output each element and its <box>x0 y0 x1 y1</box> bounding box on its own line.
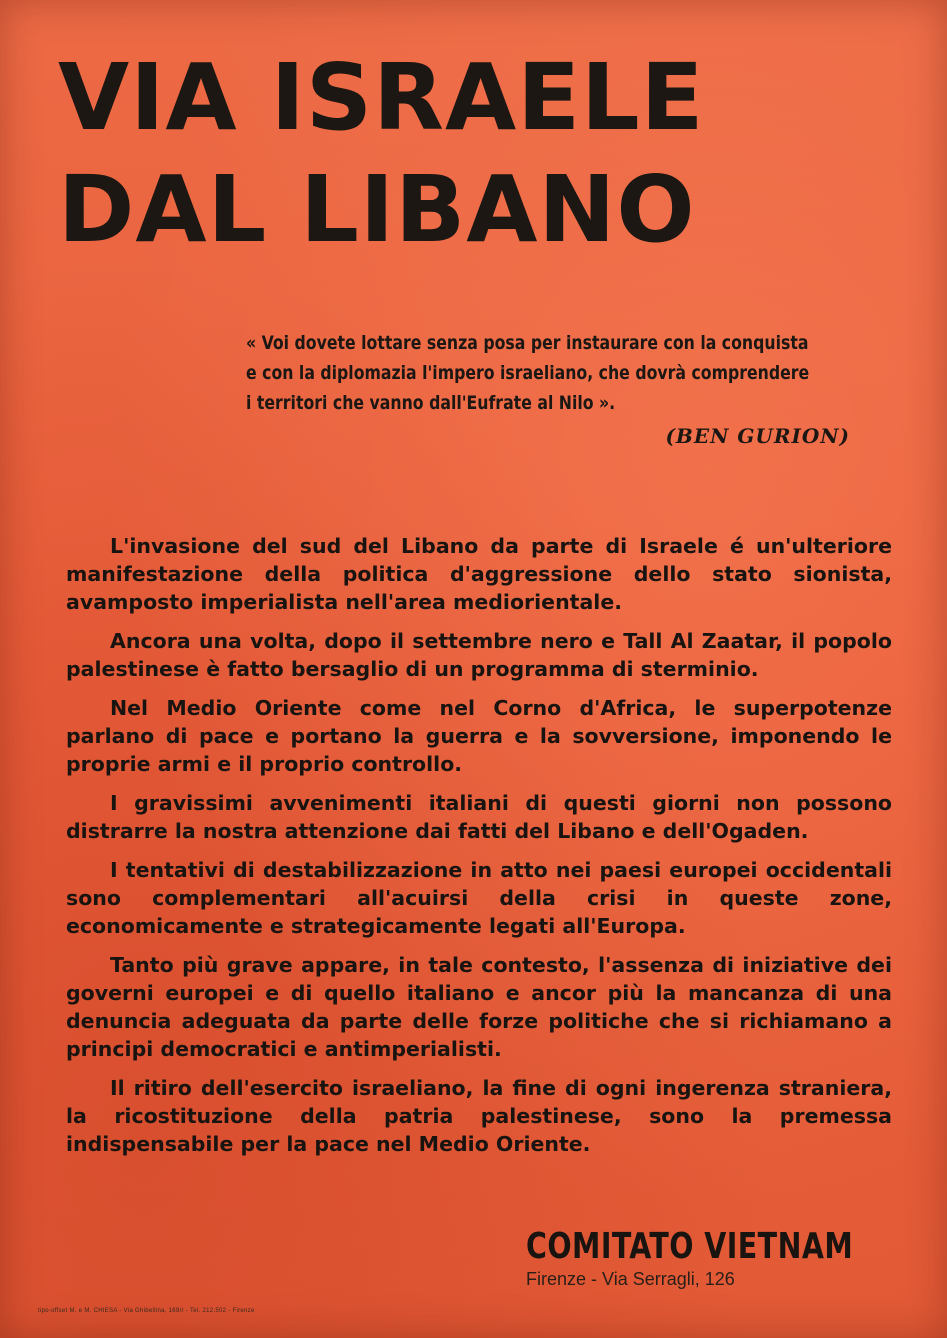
ben-gurion-quote <box>246 328 844 418</box>
title-line-1: VIA ISRAELE <box>58 44 705 151</box>
paragraph-3: Nel Medio Oriente come nel Corno d'Africa, le superpotenze parlano di pace e portano la guerra e la sovversione, imponendo le proprie armi e il proprio controllo. <box>66 696 892 776</box>
printer-credit: tipo-offset M. e M. CHIESA - Via Ghibellina, 169/r - Tel. 212.502 - Firenze <box>38 1308 255 1314</box>
quote-line-1: « Voi dovete lottare senza posa per instaurare con la conquista <box>246 332 809 354</box>
signature-block <box>526 1226 856 1290</box>
quote-line-2: e con la diplomazia l'impero israeliano, che dovrà comprendere <box>246 362 810 384</box>
poster-title <box>58 42 898 266</box>
quote-author: (BEN GURION) <box>665 424 850 448</box>
body-text <box>66 532 892 1169</box>
paragraph-5: I tentativi di destabilizzazione in atto nei paesi europei occidentali sono complementari all'acuirsi della crisi in queste zone, economicamente e strategicamente legati all'Europa. <box>66 858 892 938</box>
committee-address: Firenze - Via Serragli, 126 <box>526 1269 735 1289</box>
paragraph-4: I gravissimi avvenimenti italiani di questi giorni non possono distrarre la nostra attenzione dai fatti del Libano e dell'Ogaden. <box>66 791 892 843</box>
title-line-2: DAL LIBANO <box>58 156 696 263</box>
paragraph-7: Il ritiro dell'esercito israeliano, la fine di ogni ingerenza straniera, la ricostituzione della patria palestinese, sono la premessa indispensabile per la pace nel Medio Oriente. <box>66 1076 892 1156</box>
paragraph-1: L'invasione del sud del Libano da parte di Israele é un'ulteriore manifestazione della politica d'aggressione dello stato sionista, avamposto imperialista nell'area mediorientale. <box>66 534 892 614</box>
quote-line-3: i territori che vanno dall'Eufrate al Nilo ». <box>246 392 616 414</box>
paragraph-6: Tanto più grave appare, in tale contesto, l'assenza di iniziative dei governi europei e di quello italiano e ancor più la mancanza di una denuncia adeguata da parte delle forze politiche che si richiamano a principi democratici e antimperialisti. <box>66 953 892 1061</box>
paragraph-2: Ancora una volta, dopo il settembre nero e Tall Al Zaatar, il popolo palestinese è fatto bersaglio di un programma di sterminio. <box>66 629 892 681</box>
committee-name: COMITATO VIETNAM <box>526 1226 854 1267</box>
